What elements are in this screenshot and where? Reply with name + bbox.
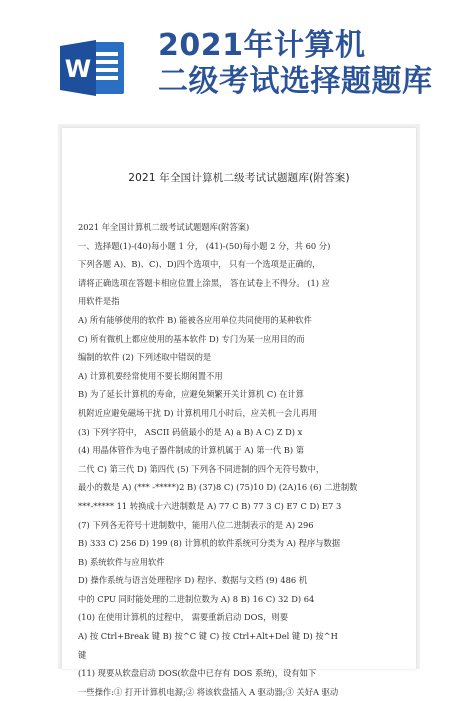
body-line: (3) 下列字符中， ASCII 码值最小的是 A) a B) A C) Z D) x — [78, 426, 303, 437]
body-line: 请将正确选项在答题卡相应位置上涂黑， 答在试卷上不得分。 (1) 应 — [78, 277, 330, 288]
body-line: 键 — [78, 649, 87, 660]
body-line: (4) 用晶体管作为电子器件制成的计算机属于 A) 第一代 B) 第 — [78, 445, 305, 456]
document-title — [158, 28, 468, 100]
body-line: A) 计算机要经常使用不要长期闲置不用 — [78, 370, 223, 381]
body-line: (11) 现要从软盘启动 DOS(软盘中已存有 DOS 系统)，设有如下 — [78, 668, 317, 679]
document-body — [78, 218, 400, 701]
body-line: B) 333 C) 256 D) 199 (8) 计算机的软件系统可分类为 A) 程序与数据 — [78, 538, 341, 549]
body-line: 用软件是指 — [78, 296, 120, 307]
body-line: A) 所有能够使用的软件 B) 能被各应用单位共同使用的某种软件 — [78, 314, 312, 325]
body-line: A) 按 Ctrl+Break 键 B) 按^C 键 C) 按 Ctrl+Alt+Del 键 D) 按^H — [78, 631, 338, 642]
body-line: 一、选择题(1)-(40)每小题 1 分， (41)-(50)每小题 2 分，共 60 分) — [78, 240, 331, 251]
document-page — [62, 128, 416, 697]
body-line: (7) 下列各无符号十进制数中，能用八位二进制表示的是 A) 296 — [78, 519, 314, 530]
body-line: B) 为了延长计算机的寿命，应避免频繁开关计算机 C) 在计算 — [78, 389, 304, 400]
body-line: (10) 在使用计算机的过程中， 需要重新启动 DOS，则要 — [78, 612, 289, 623]
body-line: 一些操作:① 打开计算机电源;② 将该软盘插入 A 驱动器;③ 关好A 驱动 — [78, 686, 339, 697]
body-line: B) 系统软件与应用软件 — [78, 556, 165, 567]
page-heading: 2021 年全国计算机二级考试试题题库(附答案) — [128, 172, 350, 184]
body-line: 机附近应避免磁场干扰 D) 计算机用几小时后，应关机一会儿再用 — [78, 407, 318, 418]
body-line: 中的 CPU 同时能处理的二进制位数为 A) 8 B) 16 C) 32 D) 64 — [78, 593, 315, 604]
word-document-icon — [60, 38, 126, 98]
title-line-1: 2021年计算机 — [158, 28, 366, 63]
body-line: D) 操作系统与语言处理程序 D) 程序、数据与文档 (9) 486 机 — [78, 575, 308, 586]
body-line: C) 所有微机上都应使用的基本软件 D) 专门为某一应用目的而 — [78, 333, 305, 344]
title-line-2: 二级考试选择题题库 — [158, 64, 433, 99]
body-line: 编制的软件 (2) 下列述取中错误的是 — [78, 352, 212, 363]
body-line: 二代 C) 第三代 D) 第四代 (5) 下列各不同进制的四个无符号数中， — [78, 463, 325, 474]
header-banner — [0, 0, 474, 118]
body-line: 下列各题 A)、B)、C)、D)四个选项中， 只有一个选项是正确的， — [78, 259, 321, 270]
svg-text:W: W — [64, 55, 92, 83]
body-line: 最小的数是 A) (*** -*****)2 B) (37)8 C) (75)10 D) (2A)16 (6) 二进制数 — [78, 482, 358, 493]
body-line: ***-***** 11 转换成十六进制数是 A) 77 C B) 77 3 C) E7 C D) E7 3 — [78, 500, 342, 511]
body-line: 2021 年全国计算机二级考试试题题库(附答案) — [78, 222, 250, 232]
